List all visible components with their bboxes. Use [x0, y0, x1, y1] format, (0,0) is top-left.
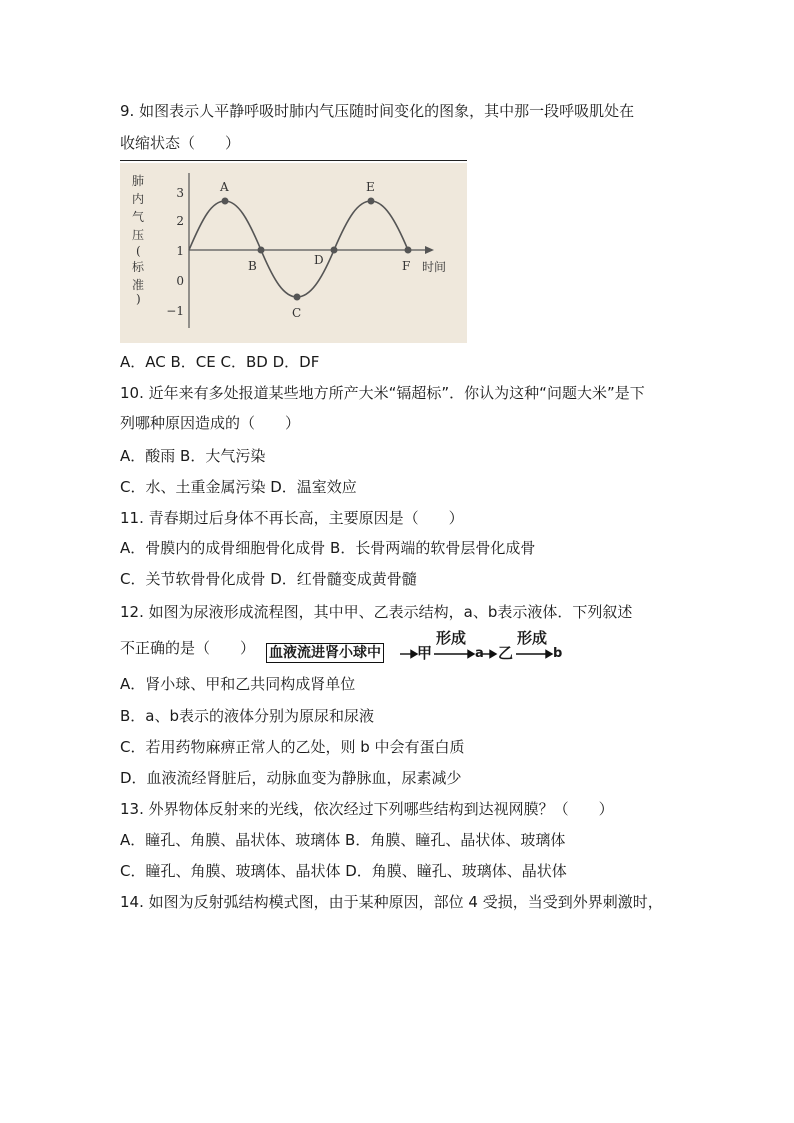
- x-axis-arrow: [425, 246, 434, 254]
- flow-arrow-4-head: [546, 651, 552, 658]
- y-tick-2: 2: [176, 214, 184, 228]
- flow-label-1: 形成: [436, 629, 467, 647]
- y-tick-0: 0: [176, 274, 184, 288]
- q12-option-a: A．肾小球、甲和乙共同构成肾单位: [120, 675, 356, 693]
- point-e-marker: [368, 198, 375, 205]
- point-a-marker: [222, 198, 229, 205]
- point-b-marker: [258, 247, 265, 254]
- flow-node-jia: 甲: [417, 644, 433, 662]
- point-d-label: D: [314, 253, 324, 267]
- y-tick-1: 1: [176, 244, 184, 258]
- ylabel-char-8: ): [136, 292, 141, 306]
- q13-options-row2: C．瞳孔、角膜、玻璃体、晶状体 D．角膜、瞳孔、玻璃体、晶状体: [120, 862, 567, 880]
- ylabel-char-3: 气: [132, 210, 145, 224]
- lung-pressure-graph: [120, 163, 467, 343]
- point-a-label: A: [220, 180, 229, 194]
- ylabel-char-1: 肺: [132, 174, 145, 188]
- flow-label-2: 形成: [517, 629, 548, 647]
- q11-stem: 11. 青春期过后身体不再长高，主要原因是（ ）: [120, 509, 464, 527]
- q10-stem-line1: 10. 近年来有多处报道某些地方所产大米“镉超标”．你认为这种“问题大米”是下: [120, 384, 645, 402]
- urine-formation-flowchart: [266, 629, 566, 665]
- point-b-label: B: [248, 259, 257, 273]
- ylabel-char-4: 压: [132, 228, 145, 242]
- flow-start-box: 血液流进肾小球中: [266, 643, 384, 663]
- q9-stem-line1: 9. 如图表示人平静呼吸时肺内气压随时间变化的图象，其中那一段呼吸肌处在: [120, 102, 635, 120]
- point-f-label: F: [402, 259, 411, 273]
- point-e-label: E: [366, 180, 375, 194]
- q12-option-b: B．a、b表示的液体分别为原尿和尿液: [120, 707, 375, 725]
- y-tick-neg1: −1: [166, 304, 184, 318]
- flow-node-yi: 乙: [498, 644, 514, 662]
- q14-stem: 14. 如图为反射弧结构模式图，由于某种原因，部位 4 受损，当受到外界刺激时，: [120, 893, 663, 911]
- ylabel-char-7: 准: [132, 278, 145, 292]
- q9-stem-line2: 收缩状态（ ）: [120, 134, 241, 152]
- pressure-curve: [189, 201, 411, 297]
- q12-option-d: D．血液流经肾脏后，动脉血变为静脉血，尿素减少: [120, 769, 462, 787]
- figure-top-rule: [120, 160, 467, 161]
- x-axis-label: 时间: [422, 260, 447, 274]
- q9-options: A．AC B．CE C．BD D．DF: [120, 353, 320, 371]
- q10-options-row1: A．酸雨 B．大气污染: [120, 447, 266, 465]
- ylabel-char-5: (: [136, 244, 141, 258]
- flow-node-a: a: [475, 646, 484, 661]
- point-d-marker: [331, 247, 338, 254]
- flow-arrow-2-head: [468, 651, 474, 658]
- ylabel-char-6: 标: [132, 260, 145, 274]
- ylabel-char-2: 内: [132, 192, 145, 206]
- point-c-label: C: [292, 306, 302, 320]
- q10-stem-line2: 列哪种原因造成的（ ）: [120, 414, 301, 432]
- q12-stem-line2: 不正确的是（ ）: [120, 639, 256, 657]
- point-c-marker: [294, 294, 301, 301]
- q12-option-c: C．若用药物麻痹正常人的乙处，则 b 中会有蛋白质: [120, 738, 465, 756]
- q11-options-row1: A．骨膜内的成骨细胞骨化成骨 B．长骨两端的软骨层骨化成骨: [120, 539, 536, 557]
- q13-options-row1: A．瞳孔、角膜、晶状体、玻璃体 B．角膜、瞳孔、晶状体、玻璃体: [120, 831, 566, 849]
- point-f-marker: [405, 247, 412, 254]
- flow-node-b: b: [553, 646, 563, 661]
- q13-stem: 13. 外界物体反射来的光线，依次经过下列哪些结构到达视网膜？（ ）: [120, 800, 614, 818]
- q12-stem-line1: 12. 如图为尿液形成流程图，其中甲、乙表示结构，a、b表示液体．下列叙述: [120, 603, 633, 621]
- flow-arrow-3-head: [490, 651, 496, 658]
- y-tick-3: 3: [176, 186, 184, 200]
- q11-options-row2: C．关节软骨骨化成骨 D．红骨髓变成黄骨髓: [120, 570, 417, 588]
- q10-options-row2: C．水、土重金属污染 D．温室效应: [120, 478, 357, 496]
